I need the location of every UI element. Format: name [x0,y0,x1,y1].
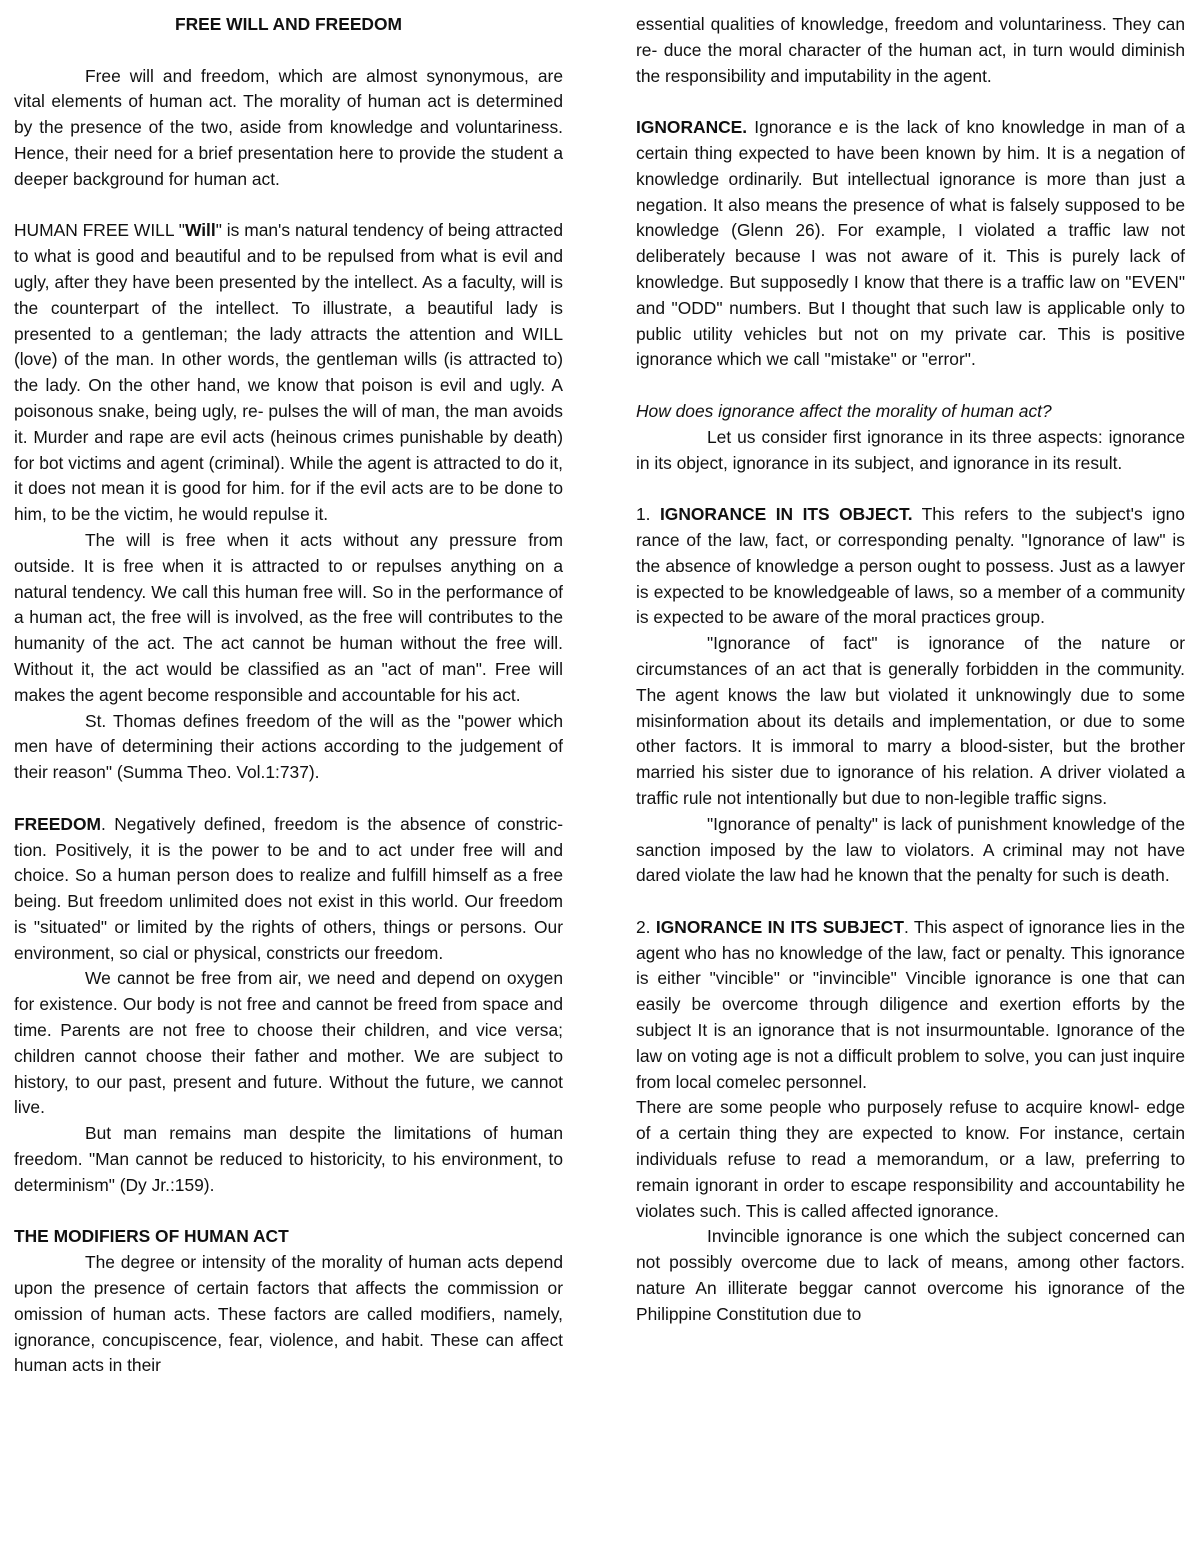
fact-paragraph: "Ignorance of fact" is ignorance of the nature or circumstances of an act that is generally forbidden in the community. The agent knows the law but violated it unknowingly due to some misinformation about its details and implementation, or due to some other factors. It is immoral to marry a blood-sister, but the brother married his sister due to ignorance of his relation. A driver violated a traffic rule not intentionally but due to non-legible traffic signs. [636,633,1185,808]
modifiers-heading: THE MODIFIERS OF HUMAN ACT [14,1226,289,1247]
subject-term: IGNORANCE IN ITS SUBJECT [655,916,904,937]
continuation-paragraph: essential qualities of knowledge, freedom and voluntariness. They can re- duce the moral character of the human act, in turn would diminish the responsibility and imputability in the agent. [636,14,1185,86]
ignorance-term: IGNORANCE. [636,117,748,138]
spacer [636,89,1185,115]
spacer [636,889,1185,915]
page-title: FREE WILL AND FREEDOM [174,14,403,34]
question-line [636,399,1185,425]
object-number: 1. [636,504,660,525]
penalty-paragraph: "Ignorance of penalty" is lack of punishment knowledge of the sanction imposed by the law to violators. A criminal may not have dared violate the law had he known that the penalty for such is death. [636,813,1185,886]
will-term: Will [184,220,216,241]
free-will-body: " is man's natural tendency of being attracted to what is good and beautiful and to be repulsed from what is evil and ugly, after they have been presented by the intellect. As a faculty, will is the counterpart of the intellect. To illustrate, a beautiful lady is presented to a gentleman; the lady attracts the attention and WILL (love) of the man. In other words, the gentleman wills (is attracted to) the lady. On the other hand, we know that poison is evil and ugly. A poisonous snake, being ugly, re- pulses the will of man, the man avoids it. Murder and rape are evil acts (heinous crimes punishable by death) for bot victims and agent (criminal). While the agent is attracted to do it, it does not mean it is good for him. for if the evil acts are to be done to him, to be the victim, he would repulse it. [14,220,563,525]
intro-paragraph: Free will and freedom, which are almost synonymous, are vital elements of human act. The morality of human act is determined by the presence of the two, aside from knowledge and voluntariness. Hence, their need for a brief presentation here to provide the student a deeper background for human act. [14,65,563,189]
object-body: This refers to the subject's igno rance of the law, fact, or corresponding penalty. "Ignorance of law" is the absence of knowledge a person ought to possess. Just as a lawyer is expected to be knowledgeable of laws, so a member of a community is expected to be aware of the moral practices group. [636,504,1185,628]
left-column [14,12,563,1379]
invincible-paragraph: Invincible ignorance is one which the subject concerned can not possibly overcome due to lack of means, among other factors. nature An illiterate beggar cannot overcome his ignorance of the Philippine Constitution due to [636,1226,1185,1324]
question-text: How does ignorance affect the morality of human act? [636,400,1052,421]
spacer [14,1199,563,1225]
right-column [636,12,1185,1328]
free-will-prefix: HUMAN FREE WILL " [14,220,185,241]
ignorance-body: Ignorance e is the lack of kno knowledge in man of a certain thing expected to have been known by him. It is a negation of knowledge ordinarily. But intellectual ignorance is more than just a negation. It also means the presence of what is falsely supposed to be knowledge (Glenn 26). For example, I violated a traffic law not deliberately because I was not aware of it. This is purely lack of knowledge. But supposedly I know that there is a traffic law on "EVEN" and "ODD" numbers. But I thought that such law is applicable only to public utility vehicles but not on my private car. This is positive ignorance which we call "mistake" or "error". [636,117,1185,370]
freedom-term: FREEDOM [14,813,101,834]
freedom-man-paragraph: But man remains man despite the limitations of human freedom. "Man cannot be reduced to historicity, to his environment, to determinism" (Dy Jr.:159). [14,1123,563,1195]
modifiers-paragraph: The degree or intensity of the morality of human acts depend upon the presence of certain factors that affects the commission or omission of human acts. These factors are called modifiers, namely, ignorance, concupiscence, fear, violence, and habit. These can affect human acts in their [14,1252,563,1376]
spacer [636,373,1185,399]
object-paragraph [636,502,1185,631]
freedom-air-paragraph: We cannot be free from air, we need and depend on oxygen for existence. Our body is not free and cannot be freed from space and time. Parents are not free to choose their children, and vice versa; children cannot choose their father and mother. We are subject to history, to our past, present and future. Without the future, we cannot live. [14,968,563,1118]
free-will-paragraph [14,218,563,528]
ignorance-paragraph [636,115,1185,373]
subject-number: 2. [636,916,656,937]
spacer [14,38,563,64]
will-free-paragraph: The will is free when it acts without any pressure from outside. It is free when it is attracted to or repulses anything on a natural tendency. We call this human free will. So in the performance of a human act, the free will is involved, as the free will contributes to the humanity of the act. The act cannot be human without the free will. Without it, the act would be classified as an "act of man". Free will makes the agent become responsible and accountable for his act. [14,529,563,705]
aspects-paragraph: Let us consider first ignorance in its three aspects: ignorance in its object, ignorance in its subject, and ignorance in its result. [636,426,1185,473]
object-term: IGNORANCE IN ITS OBJECT. [659,504,913,525]
thomas-paragraph: St. Thomas defines freedom of the will as the "power which men have of determining their actions according to the judgement of their reason" (Summa Theo. Vol.1:737). [14,710,563,783]
spacer [14,193,563,219]
spacer [14,786,563,812]
freedom-body: . Negatively defined, freedom is the absence of constric- tion. Positively, it is the power to be and to act under free will and choice. So a human person does to realize and fulfill himself as a free being. But freedom unlimited does not exist in this world. Our freedom is "situated" or limited by the rights of others, things or persons. Our environment, so cial or physical, constricts our freedom. [14,813,563,963]
affected-paragraph: There are some people who purposely refuse to acquire knowl- edge of a certain thing they are expected to know. For instance, certain individuals refuse to read a memorandum, or a law, preferring to remain ignorant in order to escape responsibility and accountability he violates such. This is called affected ignorance. [636,1097,1185,1221]
subject-body: . This aspect of ignorance lies in the agent who has no knowledge of the law, fact or penalty. This ignorance is either "vincible" or "invincible" Vincible ignorance is one that can easily be overcome through diligence and exertion efforts by the subject It is an ignorance that is not insurmountable. Ignorance of the law on voting age is not a difficult problem to solve, you can just inquire from local comelec personnel. [636,916,1186,1092]
subject-paragraph [636,915,1185,1096]
spacer [636,476,1185,502]
freedom-paragraph [14,812,563,967]
